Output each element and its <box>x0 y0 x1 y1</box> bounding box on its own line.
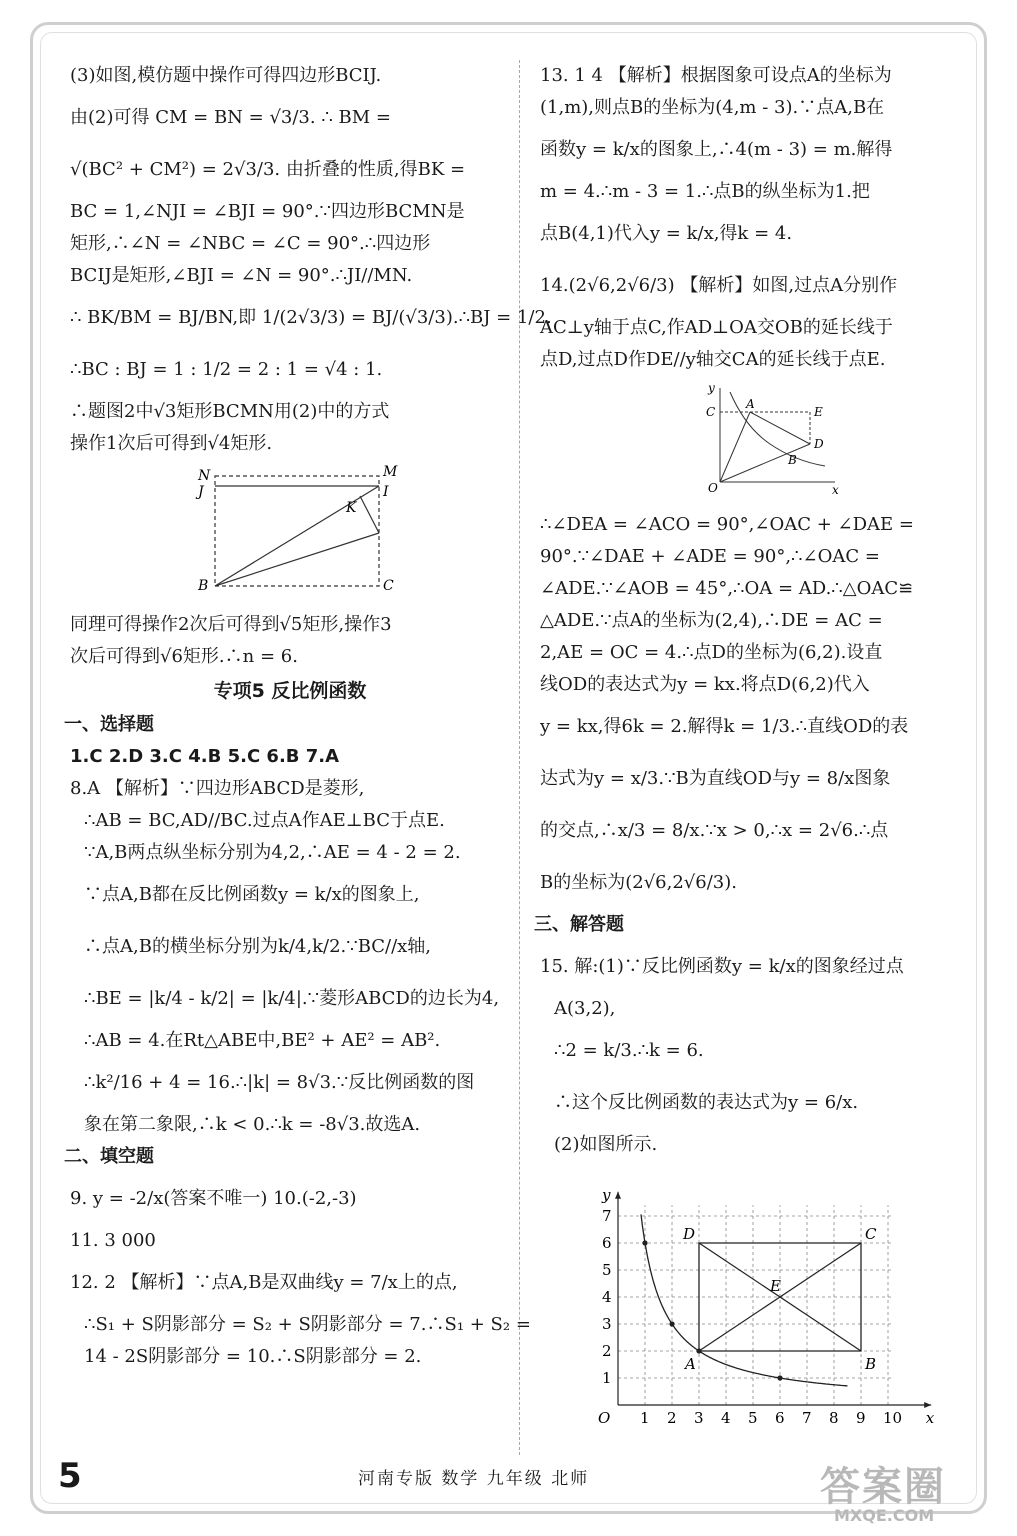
rect-bcmn <box>215 476 379 586</box>
text-line: 操作1次后可得到√4矩形. <box>70 433 273 454</box>
x-tick-label: 2 <box>667 1409 677 1427</box>
text-line: 由(2)可得 CM = BN = √3/3. ∴ BM = <box>70 107 391 128</box>
q14-line: y = kx,得6k = 2.解得k = 1/3.∴直线OD的表 <box>540 716 909 737</box>
x-tick-label: 7 <box>802 1409 812 1427</box>
section-heading-fill: 二、填空题 <box>64 1146 154 1167</box>
q14-line: 点D,过点D作DE//y轴交CA的延长线于点E. <box>540 349 886 370</box>
label-c: C <box>383 578 394 594</box>
q15-line: (2)如图所示. <box>554 1134 658 1155</box>
label-k: K <box>346 500 357 516</box>
q8-line: ∵点A,B都在反比例函数y = k/x的图象上, <box>84 884 420 905</box>
label-e: E <box>814 405 823 419</box>
x-tick-label: 5 <box>748 1409 758 1427</box>
q14-line: ∴∠DEA = ∠ACO = 90°,∠OAC + ∠DAE = <box>540 514 914 535</box>
q14-line: ∠ADE.∵∠AOB = 45°,∴OA = AD.∴△OAC≌ <box>540 578 914 599</box>
text-line: 矩形,∴∠N = ∠NBC = ∠C = 90°.∴四边形 <box>70 233 431 254</box>
segment-kc <box>360 496 379 533</box>
y-tick-label: 5 <box>602 1261 612 1279</box>
q8-line: ∵A,B两点纵坐标分别为4,2,∴AE = 4 - 2 = 2. <box>84 842 461 863</box>
y-tick-label: 7 <box>602 1207 612 1225</box>
q8-line: 象在第二象限,∴k < 0.∴k = -8√3.故选A. <box>84 1114 421 1135</box>
label-x: x <box>832 483 839 497</box>
q14-line: 2,AE = OC = 4.∴点D的坐标为(6,2).设直 <box>540 642 883 663</box>
q9-line: 9. y = -2/x(答案不唯一) 10.(-2,-3) <box>70 1188 357 1209</box>
q13-line: 函数y = k/x的图象上,∴4(m - 3) = m.解得 <box>540 139 893 160</box>
origin-label: O <box>598 1409 611 1427</box>
q12-line: 14 - 2S阴影部分 = 10.∴S阴影部分 = 2. <box>84 1346 422 1367</box>
label-b: B <box>788 453 797 467</box>
segment-ad <box>750 412 810 444</box>
text-line: 同理可得操作2次后可得到√5矩形,操作3 <box>70 614 392 635</box>
watermark-main: 答案圈 <box>820 1464 946 1510</box>
y-axis-arrow <box>615 1192 621 1199</box>
q15-line: 15. 解:(1)∵反比例函数y = k/x的图象经过点 <box>540 956 904 977</box>
q14-line: △ADE.∵点A的坐标为(2,4),∴DE = AC = <box>540 610 883 631</box>
label-b: B <box>865 1355 877 1373</box>
q13-line: m = 4.∴m - 3 = 1.∴点B的纵坐标为1.把 <box>540 181 870 202</box>
x-tick-label: 1 <box>640 1409 650 1427</box>
text-line: BCIJ是矩形,∠BJI = ∠N = 90°.∴JI//MN. <box>70 265 413 286</box>
q8-line: ∴k²/16 + 4 = 16.∴|k| = 8√3.∵反比例函数的图 <box>84 1072 475 1093</box>
x-tick-label: 3 <box>694 1409 704 1427</box>
x-axis-label: x <box>925 1409 935 1427</box>
q14-line: 的交点,∴x/3 = 8/x.∵x > 0,∴x = 2√6.∴点 <box>540 820 889 841</box>
label-d: D <box>683 1225 696 1243</box>
watermark <box>820 1455 990 1525</box>
q13-line: 13. 1 4 【解析】根据图象可设点A的坐标为 <box>540 65 892 86</box>
q14-line: 90°.∵∠DAE + ∠ADE = 90°,∴∠OAC = <box>540 546 880 567</box>
q12-line: ∴S₁ + S阴影部分 = S₂ + S阴影部分 = 7.∴S₁ + S₂ = <box>84 1314 531 1335</box>
q12-line: 12. 2 【解析】∵点A,B是双曲线y = 7/x上的点, <box>70 1272 458 1293</box>
text-line: √(BC² + CM²) = 2√3/3. 由折叠的性质,得BK = <box>70 159 466 180</box>
label-e: E <box>770 1277 781 1295</box>
q14-line: 线OD的表达式为y = kx.将点D(6,2)代入 <box>540 674 870 695</box>
label-m: M <box>383 464 398 480</box>
q15-function-graph <box>590 1165 950 1435</box>
label-b: B <box>198 578 209 594</box>
q14-line: 14.(2√6,2√6/3) 【解析】如图,过点A分别作 <box>540 275 898 296</box>
q15-line: A(3,2), <box>554 998 616 1019</box>
text-line: BC = 1,∠NJI = ∠BJI = 90°.∵四边形BCMN是 <box>70 201 465 222</box>
q8-line: ∴AB = BC,AD//BC.过点A作AE⊥BC于点E. <box>84 810 445 831</box>
q14-line: B的坐标为(2√6,2√6/3). <box>540 872 737 893</box>
label-o: O <box>708 481 718 495</box>
label-d: D <box>814 437 824 451</box>
q8-line: ∴点A,B的横坐标分别为k/4,k/2.∵BC//x轴, <box>84 936 432 957</box>
curve-point <box>777 1375 782 1380</box>
q14-coordinate-figure <box>700 381 1000 497</box>
label-i: I <box>383 484 389 500</box>
footer-text: 河南专版 数学 九年级 北师 <box>358 1469 590 1489</box>
q8-line: ∴AB = 4.在Rt△ABE中,BE² + AE² = AB². <box>84 1030 441 1051</box>
x-tick-label: 4 <box>721 1409 731 1427</box>
x-tick-label: 10 <box>883 1409 903 1427</box>
label-c: C <box>706 405 716 419</box>
x-tick-label: 9 <box>856 1409 866 1427</box>
column-divider <box>519 60 520 1455</box>
mc-answers: 1.C 2.D 3.C 4.B 5.C 6.B 7.A <box>70 746 340 767</box>
q13-line: 点B(4,1)代入y = k/x,得k = 4. <box>540 223 793 244</box>
x-tick-label: 8 <box>829 1409 839 1427</box>
label-c: C <box>865 1225 877 1243</box>
watermark-sub: MXQE.COM <box>834 1506 935 1525</box>
rectangle-fold-figure <box>70 464 398 594</box>
q14-line: AC⊥y轴于点C,作AD⊥OA交OB的延长线于 <box>540 317 893 338</box>
page-number: 5 <box>58 1456 82 1496</box>
text-line: ∴BC : BJ = 1 : 1/2 = 2 : 1 = √4 : 1. <box>70 359 383 380</box>
q14-line: 达式为y = x/3.∵B为直线OD与y = 8/x图象 <box>540 768 891 789</box>
y-tick-label: 2 <box>602 1342 612 1360</box>
y-tick-label: 6 <box>602 1234 612 1252</box>
left-column <box>64 60 552 1373</box>
label-a: A <box>685 1355 696 1373</box>
q8-line: 8.A 【解析】∵四边形ABCD是菱形, <box>70 778 365 799</box>
q15-line: ∴这个反比例函数的表达式为y = 6/x. <box>554 1092 859 1113</box>
section-title: 专项5 反比例函数 <box>213 680 367 702</box>
label-j: J <box>198 484 204 500</box>
q15-line: ∴2 = k/3.∴k = 6. <box>554 1040 704 1061</box>
curve-point <box>669 1321 674 1326</box>
text-line: (3)如图,模仿题中操作可得四边形BCIJ. <box>70 65 382 86</box>
curve-point <box>642 1240 647 1245</box>
x-axis-arrow <box>924 1402 931 1408</box>
text-line: 次后可得到√6矩形.∴n = 6. <box>70 646 298 667</box>
segment-bk <box>215 533 379 586</box>
label-y: y <box>708 381 715 395</box>
hyperbola-curve <box>730 392 825 466</box>
section-heading-answer: 三、解答题 <box>534 914 624 935</box>
q8-line: ∴BE = |k/4 - k/2| = |k/4|.∵菱形ABCD的边长为4, <box>84 988 500 1009</box>
section-heading-choice: 一、选择题 <box>64 714 154 735</box>
q13-line: (1,m),则点B的坐标为(4,m - 3).∵点A,B在 <box>540 97 885 118</box>
label-a: A <box>746 397 755 411</box>
text-line: ∴ BK/BM = BJ/BN,即 1/(2√3/3) = BJ/(√3/3).∴BJ = 1/2. <box>70 307 552 328</box>
y-tick-label: 3 <box>602 1315 612 1333</box>
y-tick-label: 4 <box>602 1288 612 1306</box>
q11-line: 11. 3 000 <box>70 1230 156 1251</box>
y-axis-label: y <box>602 1185 611 1204</box>
y-tick-label: 1 <box>602 1369 612 1387</box>
label-n: N <box>198 468 211 484</box>
text-line: ∴题图2中√3矩形BCMN用(2)中的方式 <box>70 401 390 422</box>
right-column <box>534 60 980 1446</box>
x-tick-label: 6 <box>775 1409 785 1427</box>
